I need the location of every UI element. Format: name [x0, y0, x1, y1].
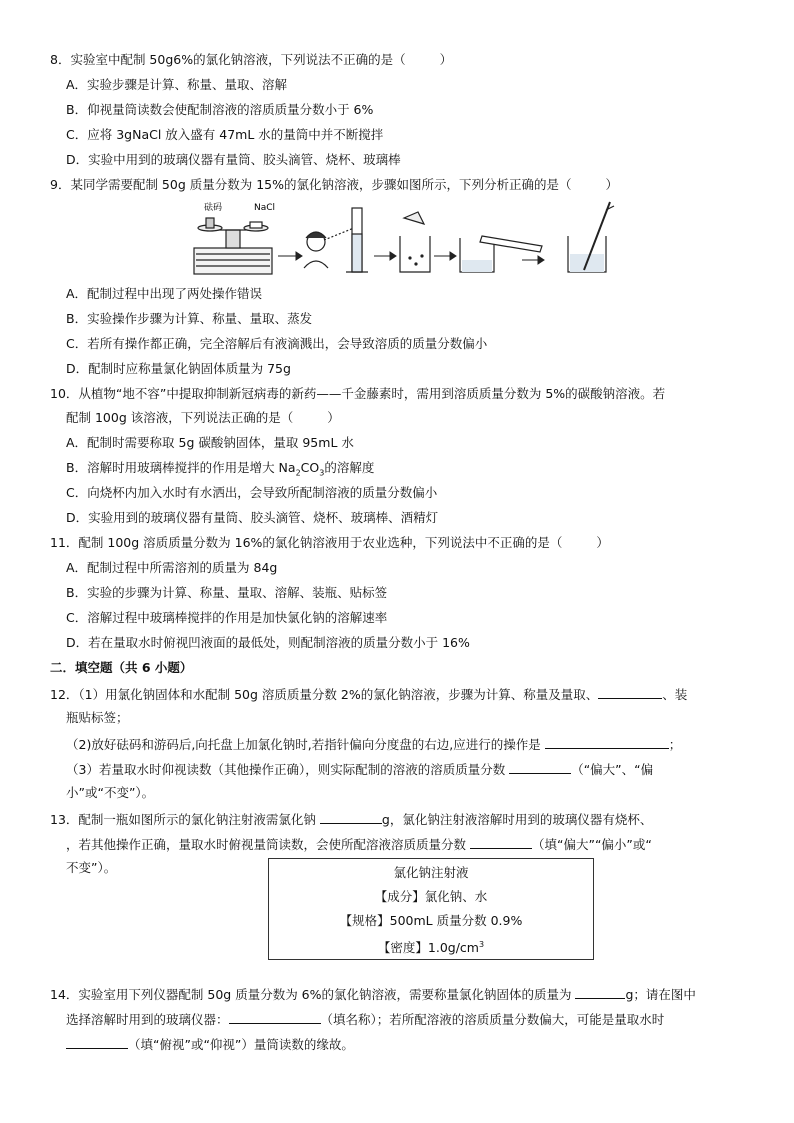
q11-stem: 11．配制 100g 溶质质量分数为 16%的氯化钠溶液用于农业选种，下列说法中不正确的是（ ）: [50, 535, 609, 550]
arrow-right-icon: [522, 256, 544, 264]
q13-blank-2[interactable]: [470, 835, 532, 849]
q12-line2: 瓶贴标签；: [66, 710, 129, 725]
q11-option-d: D．若在量取水时俯视凹液面的最低处，则配制溶液的质量分数小于 16%: [66, 635, 470, 650]
q12-line1: 12．（1）用氯化钠固体和水配制 50g 溶质质量分数 2%的氯化钠溶液，步骤为计算、称量及量取、 、装: [50, 687, 688, 702]
q9-option-c: C．若所有操作都正确，完全溶解后有液滴溅出，会导致溶质的质量分数偏小: [66, 336, 488, 351]
q9-option-b: B．实验操作步骤为计算、称量、量取、蒸发: [66, 311, 313, 326]
label-density: 【密度】$1.0g/cm^3$: [377, 940, 485, 956]
q10-option-c: C．向烧杯内加入水时有水洒出，会导致所配制溶液的质量分数偏小: [66, 485, 438, 500]
q11-option-c: C．溶解过程中玻璃棒搅拌的作用是加快氯化钠的溶解速率: [66, 610, 388, 625]
stirring-beaker-icon: [568, 202, 614, 272]
q13-line1: 13．配制一瓶如图所示的氯化钠注射液需氯化钠 g，氯化钠注射液溶解时用到的玻璃仪器有烧杯、: [50, 812, 653, 827]
q10-option-a: A．配制时需要称取 5g 碳酸钠固体，量取 95mL 水: [66, 435, 354, 450]
fig-label-nacl: NaCl: [254, 203, 276, 213]
q8-option-a: A．实验步骤是计算、称量、量取、溶解: [66, 77, 288, 92]
q14-blank-3[interactable]: [66, 1035, 128, 1049]
person-reading-icon: [304, 208, 368, 272]
arrow-right-icon: [278, 252, 302, 260]
q9-option-a: A．配制过程中出现了两处操作错误: [66, 286, 263, 301]
q13-line2: ，若其他操作正确，量取水时俯视量筒读数，会使所配溶液溶质质量分数 （填“偏大”“偏小”或“: [66, 837, 652, 852]
beaker-icon: [400, 212, 430, 272]
q11-option-a: A．配制过程中所需溶剂的质量为 84g: [66, 560, 278, 575]
q10-option-d: D．实验用到的玻璃仪器有量筒、胶头滴管、烧杯、玻璃棒、酒精灯: [66, 510, 439, 525]
q14-line2: 选择溶解时用到的玻璃仪器： （填名称）；若所配溶液的溶质质量分数偏大，可能是量取水时: [66, 1012, 665, 1027]
q12-blank-2[interactable]: [545, 735, 669, 749]
fig-label-weight: 砝码: [204, 203, 223, 213]
q14-line1: 14．实验室用下列仪器配制 50g 质量分数为 6%的氯化钠溶液，需要称量氯化钠固体的质量为 g；请在图中: [50, 987, 696, 1002]
q14-blank-2[interactable]: [229, 1010, 321, 1024]
q10-stem-line2: 配制 100g 该溶液，下列说法正确的是（ ）: [66, 410, 340, 425]
label-composition: 【成分】氯化钠、水: [374, 889, 488, 904]
q10-stem-line1: 10．从植物“地不容”中提取抑制新冠病毒的新药——千金藤素时，需用到溶质质量分数为 5%的碳酸钠溶液。若: [50, 386, 666, 401]
label-specification: 【规格】500mL 质量分数 0.9%: [339, 913, 523, 928]
arrow-right-icon: [434, 252, 456, 260]
q9-option-d: D．配制时应称量氯化钠固体质量为 75g: [66, 361, 291, 376]
balance-icon: [194, 218, 272, 274]
label-title: 氯化钠注射液: [393, 865, 469, 880]
q14-blank-1[interactable]: [575, 985, 625, 999]
q12-line4: （3）若量取水时仰视读数（其他操作正确），则实际配制的溶液的溶质质量分数 （“偏大”、“偏: [66, 762, 654, 777]
q12-blank-1[interactable]: [598, 685, 662, 699]
q8-option-d: D．实验中用到的玻璃仪器有量筒、胶头滴管、烧杯、玻璃棒: [66, 152, 401, 167]
q13-blank-1[interactable]: [320, 810, 382, 824]
pouring-cylinder-icon: [460, 236, 542, 272]
q12-blank-3[interactable]: [509, 760, 571, 774]
q13-line3: 不变”）。: [66, 860, 117, 875]
q8-option-b: B．仰视量筒读数会使配制溶液的溶质质量分数小于 6%: [66, 102, 374, 117]
q12-line3: （2)放好砝码和游码后,向托盘上加氯化钠时,若指针偏向分度盘的右边,应进行的操作是 ；: [66, 737, 682, 752]
q14-line3: （填“俯视”或“仰视”）量筒读数的缘故。: [66, 1035, 354, 1053]
section-heading-fill-in: 二．填空题（共 6 小题）: [50, 660, 193, 675]
q8-option-c: C．应将 3gNaCl 放入盛有 47mL 水的量筒中并不断搅拌: [66, 127, 384, 142]
q8-stem: 8．实验室中配制 50g6%的氯化钠溶液，下列说法不正确的是（ ）: [50, 52, 453, 67]
q9-stem: 9．某同学需要配制 50g 质量分数为 15%的氯化钠溶液，步骤如图所示，下列分析正确的是（ ）: [50, 177, 619, 192]
solution-preparation-steps-figure: [192, 198, 620, 280]
q12-line5: 小”或“不变”）。: [66, 785, 155, 800]
q11-option-b: B．实验的步骤为计算、称量、量取、溶解、装瓶、贴标签: [66, 585, 388, 600]
saline-label-box: [268, 858, 594, 960]
q10-option-b: B．溶解时用玻璃棒搅拌的作用是增大 $Na_2CO_3$的溶解度: [66, 460, 375, 478]
arrow-right-icon: [374, 252, 396, 260]
